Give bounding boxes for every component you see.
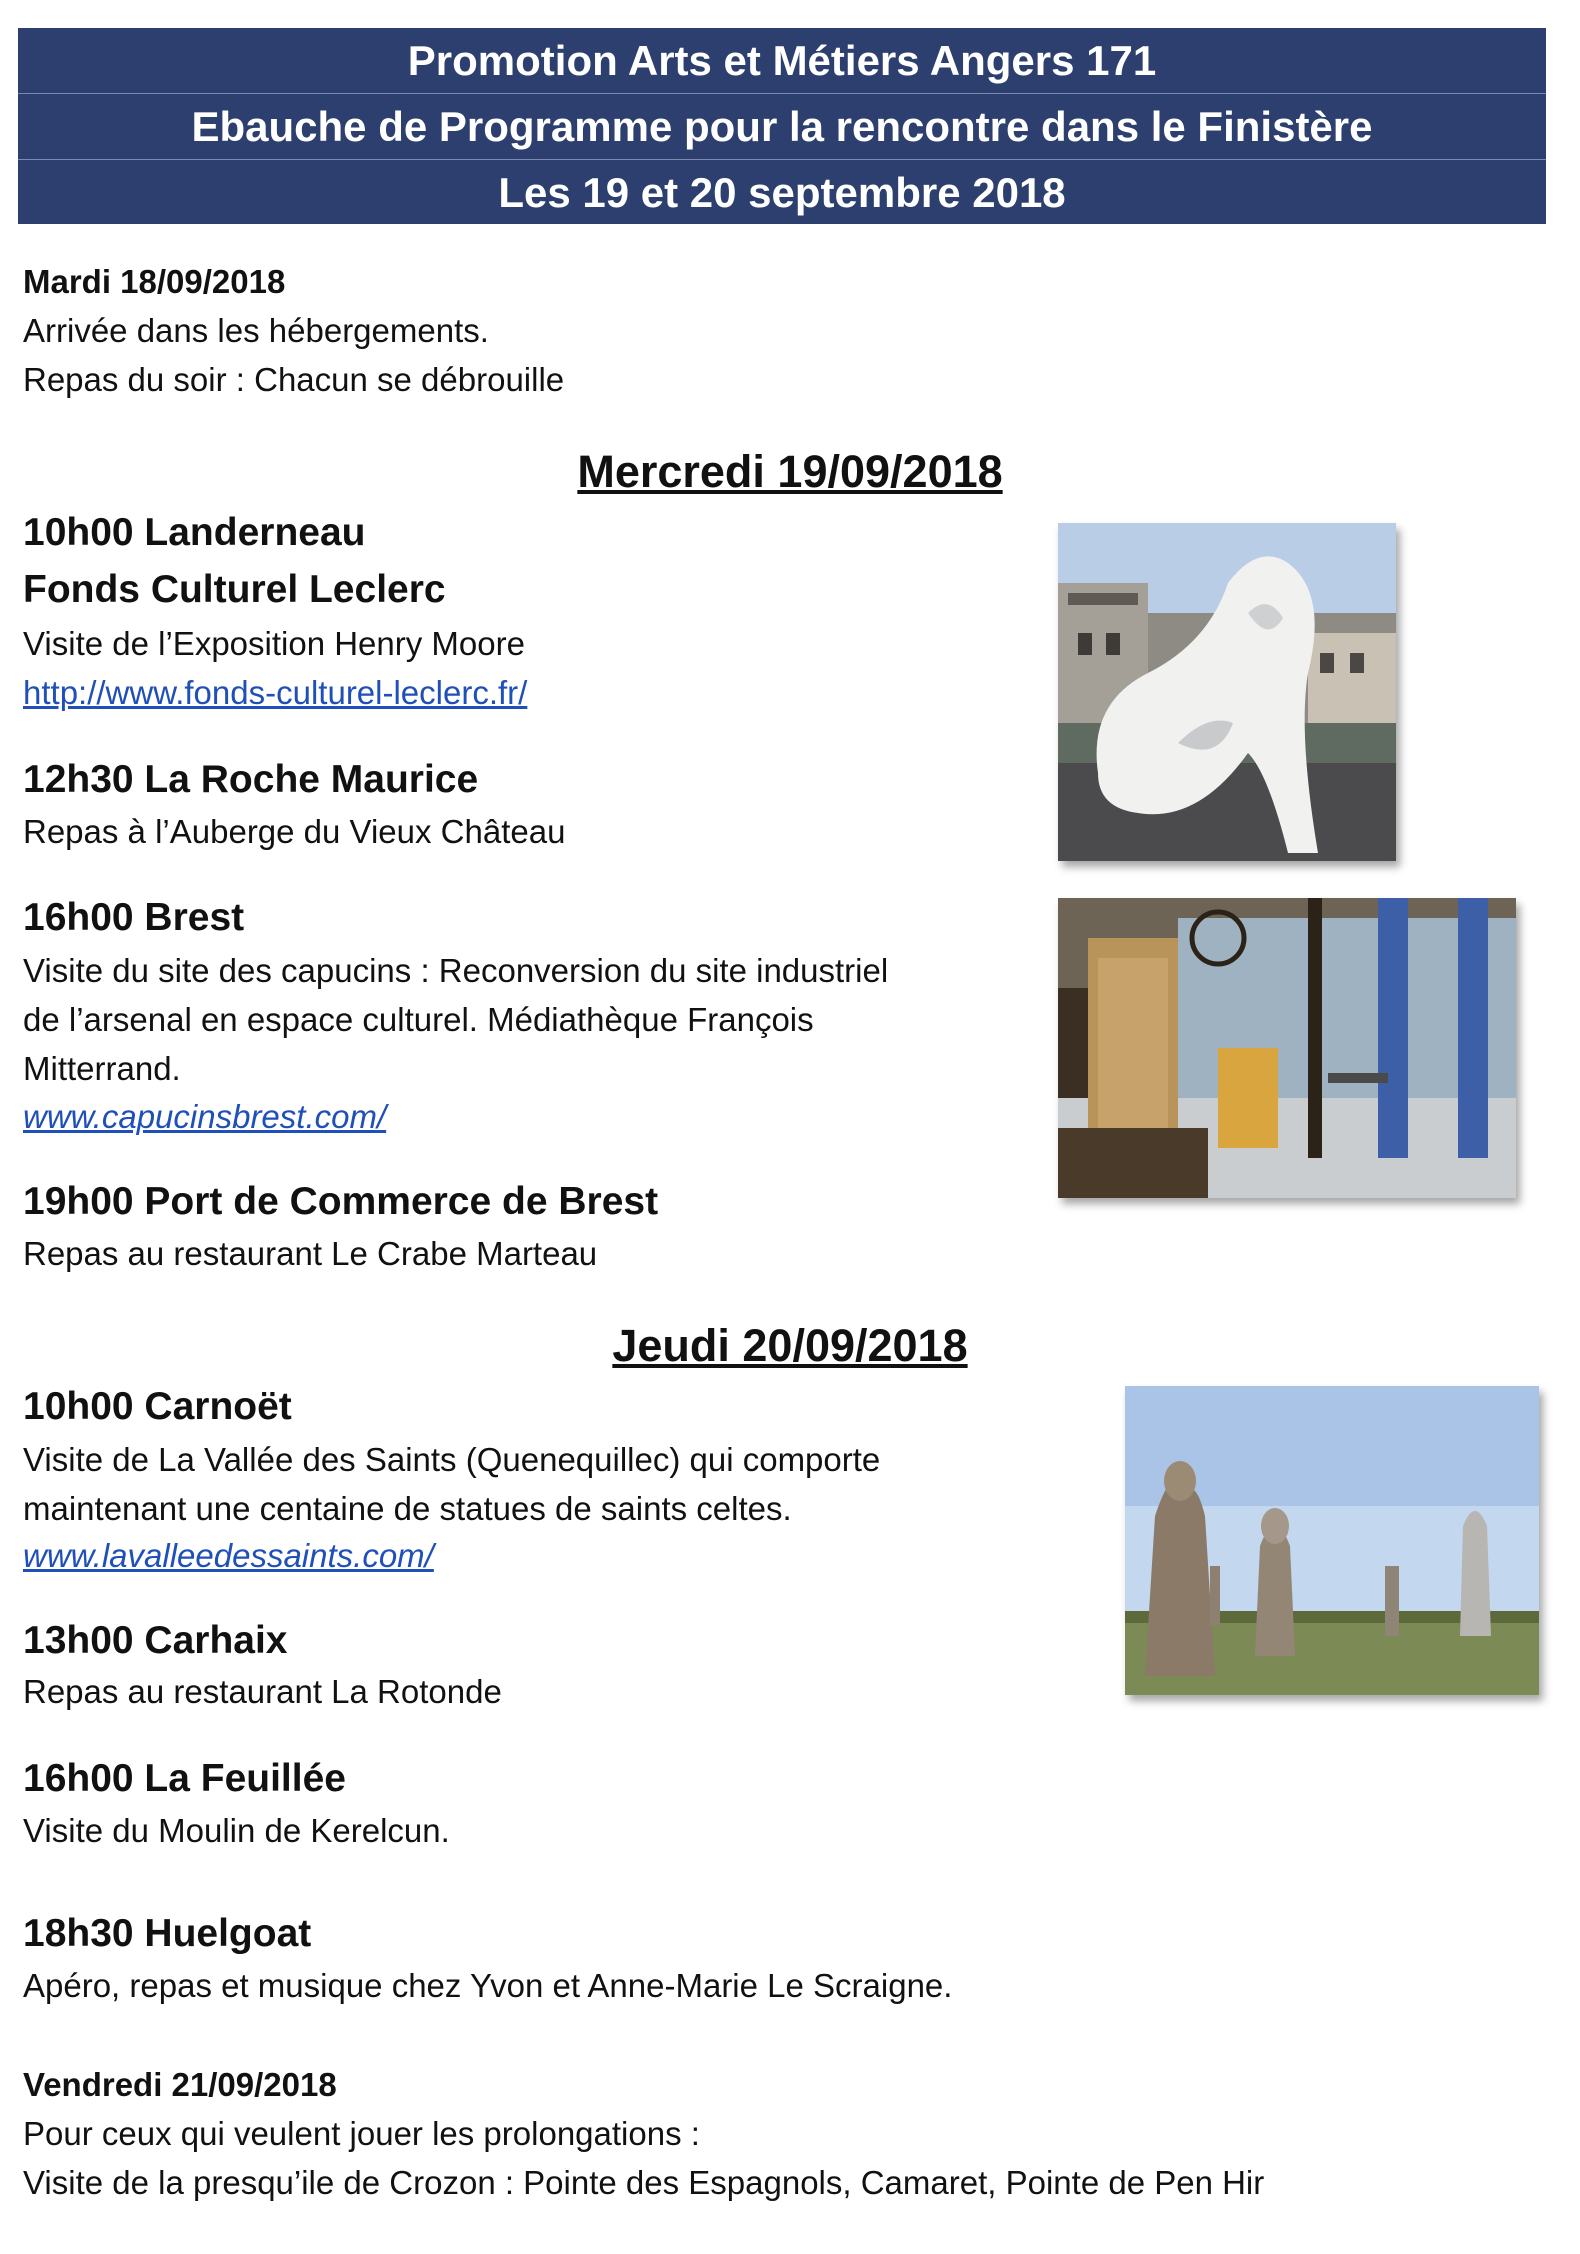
wed-event-4-desc: Repas au restaurant Le Crabe Marteau xyxy=(23,1235,598,1272)
thu-event-1-desc-2: maintenant une centaine de statues de saints celtes. xyxy=(23,1490,792,1527)
wed-event-4-title: 19h00 Port de Commerce de Brest xyxy=(23,1180,659,1223)
thursday-heading: Jeudi 20/09/2018 xyxy=(612,1320,968,1371)
wed-event-3-desc-1: Visite du site des capucins : Reconversion du site industriel xyxy=(23,952,889,989)
thu-event-3-title: 16h00 La Feuillée xyxy=(23,1757,346,1800)
thu-event-4-desc: Apéro, repas et musique chez Yvon et Anne-Marie Le Scraigne. xyxy=(23,1967,953,2004)
wed-event-1-subtitle: Fonds Culturel Leclerc xyxy=(23,568,446,611)
tuesday-date: Mardi 18/09/2018 xyxy=(23,263,286,300)
wed-event-3-title: 16h00 Brest xyxy=(23,896,245,939)
thu-event-4-title: 18h30 Huelgoat xyxy=(23,1912,312,1955)
friday-line-2: Visite de la presqu’ile de Crozon : Pointe des Espagnols, Camaret, Pointe de Pen Hir xyxy=(23,2164,1265,2201)
thu-event-3-desc: Visite du Moulin de Kerelcun. xyxy=(23,1812,450,1849)
wed-event-1-desc: Visite de l’Exposition Henry Moore xyxy=(23,625,525,662)
tuesday-line-1: Arrivée dans les hébergements. xyxy=(23,312,489,349)
title-line-3: Les 19 et 20 septembre 2018 xyxy=(498,169,1066,216)
wed-event-2-title: 12h30 La Roche Maurice xyxy=(23,758,479,801)
title-line-1: Promotion Arts et Métiers Angers 171 xyxy=(407,37,1157,84)
thu-event-2-desc: Repas au restaurant La Rotonde xyxy=(23,1673,502,1710)
wed-event-2-desc: Repas à l’Auberge du Vieux Château xyxy=(23,813,566,850)
vallee-des-saints-link[interactable]: www.lavalleedessaints.com/ xyxy=(23,1537,434,1574)
friday-date: Vendredi 21/09/2018 xyxy=(23,2066,337,2103)
wed-event-1-title: 10h00 Landerneau xyxy=(23,511,366,554)
wed-event-3-desc-3: Mitterrand. xyxy=(23,1050,181,1087)
wednesday-heading: Mercredi 19/09/2018 xyxy=(577,446,1003,497)
thu-event-1-title: 10h00 Carnoët xyxy=(23,1385,292,1428)
title-line-2: Ebauche de Programme pour la rencontre dans le Finistère xyxy=(191,103,1373,150)
thu-event-2-title: 13h00 Carhaix xyxy=(23,1619,288,1662)
capucins-link[interactable]: www.capucinsbrest.com/ xyxy=(23,1098,387,1135)
wed-event-3-desc-2: de l’arsenal en espace culturel. Médiathèque François xyxy=(23,1001,814,1038)
capucins-interior-photo xyxy=(1058,898,1516,1198)
fonds-culturel-link[interactable]: http://www.fonds-culturel-leclerc.fr/ xyxy=(23,674,528,711)
tuesday-line-2: Repas du soir : Chacun se débrouille xyxy=(23,361,565,398)
henry-moore-sculpture-photo xyxy=(1058,523,1396,861)
friday-line-1: Pour ceux qui veulent jouer les prolongations : xyxy=(23,2115,700,2152)
vallee-des-saints-photo xyxy=(1125,1386,1539,1695)
thu-event-1-desc-1: Visite de La Vallée des Saints (Quenequillec) qui comporte xyxy=(23,1441,881,1478)
title-banner xyxy=(18,28,1546,224)
